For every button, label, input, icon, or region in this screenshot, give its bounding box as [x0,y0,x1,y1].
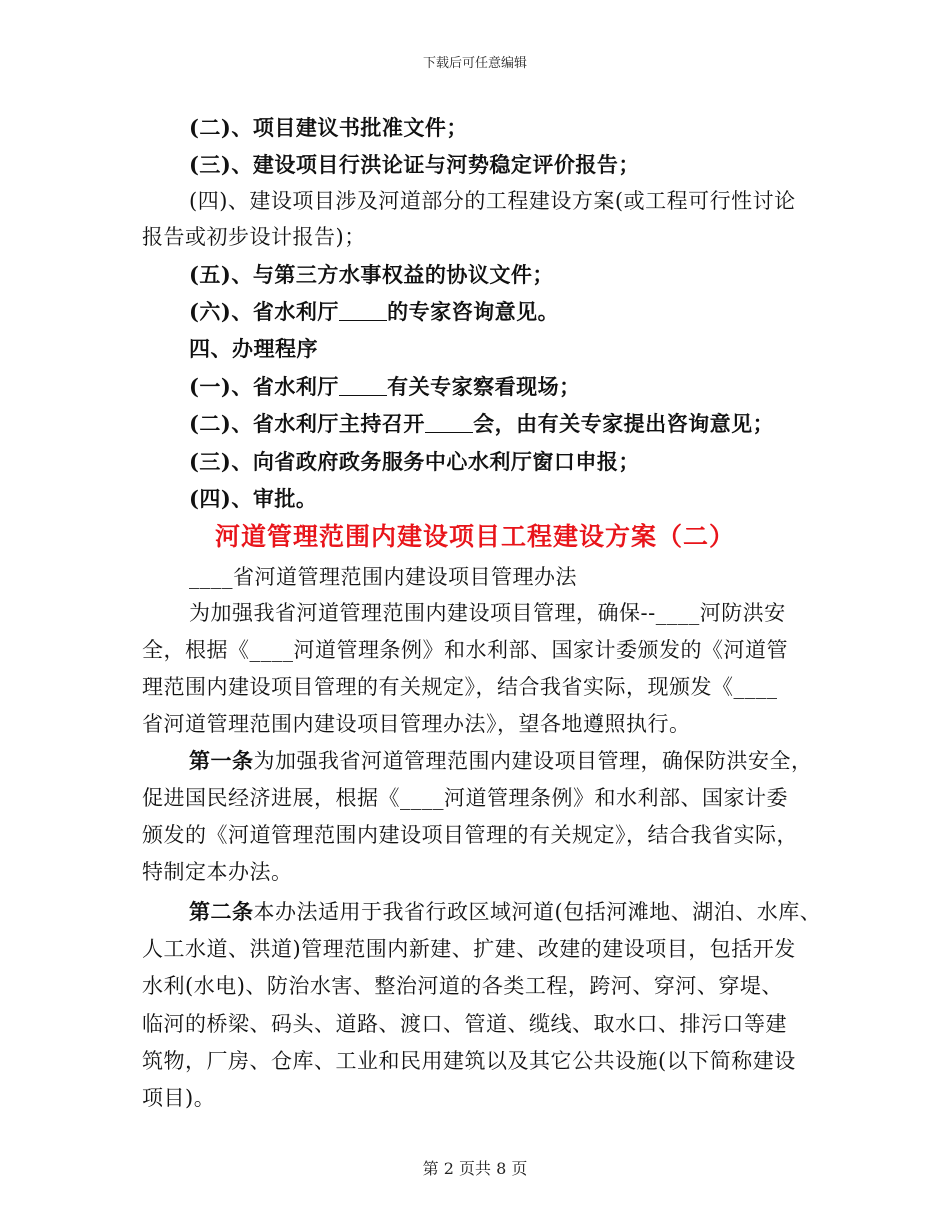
procedure-3: (三)、向省政府政务服务中心水利厅窗口申报； [189,449,640,474]
item-4-line-2: 报告或初步设计报告)； [142,225,366,249]
article-2-line-5: 筑物，厂房、仓库、工业和民用建筑以及其它公共设施(以下简称建设 [142,1049,796,1073]
article-2-line-2: 人工水道、洪道)管理范围内新建、扩建、改建的建设项目，包括开发 [142,937,796,961]
article-1-line-4: 特制定本办法。 [142,860,293,884]
article-1-line-1 [189,746,829,776]
procedure-2 [189,409,829,439]
article-2-label: 第二条 [189,899,254,924]
article-2-line-3: 水利(水电)、防治水害、整治河道的各类工程，跨河、穿河、穿堤、 [142,974,783,998]
item-2: (二)、项目建议书批准文件； [189,115,468,140]
section-4-heading: 四、办理程序 [189,336,318,361]
page-footer: 第 2 页共 8 页 [422,1159,528,1178]
fill-blank [339,300,387,321]
item-6 [189,297,829,327]
procedure-1-text-a: (一)、省水利厅 [189,374,339,399]
item-3: (三)、建设项目行洪论证与河势稳定评价报告； [189,152,640,177]
article-2-text: 本办法适用于我省行政区域河道(包括河滩地、湖泊、水库、 [253,900,822,924]
subtitle: ____省河道管理范围内建设项目管理办法 [189,565,577,589]
item-5: (五)、与第三方水事权益的协议文件； [189,262,554,287]
article-1-line-2: 促进国民经济进展，根据《____河道管理条例》和水利部、国家计委 [142,786,788,810]
article-2-line-4: 临河的桥梁、码头、道路、渡口、管道、缆线、取水口、排污口等建 [142,1012,787,1036]
procedure-4: (四)、审批。 [189,486,318,511]
intro-line-3: 理范围内建设项目管理的有关规定》，结合我省实际，现颁发《____ [142,675,778,699]
article-2-line-6: 项目)。 [142,1086,216,1110]
intro-line-1: 为加强我省河道管理范围内建设项目管理，确保--____河防洪安 [189,601,786,625]
procedure-2-text-a: (二)、省水利厅主持召开 [189,411,425,436]
fill-blank [339,375,387,396]
article-2-line-1 [189,897,829,927]
article-1-text: 为加强我省河道管理范围内建设项目管理，确保防洪安全， [253,749,813,773]
procedure-1 [189,372,829,402]
intro-line-2: 全，根据《____河道管理条例》和水利部、国家计委颁发的《河道管 [142,638,788,662]
item-6-text-a: (六)、省水利厅 [189,299,339,324]
procedure-1-text-b: 有关专家察看现场； [387,374,581,399]
page-header: 下载后可任意编辑 [422,56,527,71]
procedure-2-text-b: 会，由有关专家提出咨询意见； [473,411,775,436]
item-4-line-1: (四)、建设项目涉及河道部分的工程建设方案(或工程可行性讨论 [189,189,796,213]
article-1-line-3: 颁发的《河道管理范围内建设项目管理的有关规定》，结合我省实际， [142,823,798,847]
document-title: 河道管理范围内建设项目工程建设方案（二） [214,522,735,551]
item-6-text-b: 的专家咨询意见。 [387,299,560,324]
article-1-label: 第一条 [189,748,254,773]
fill-blank [425,412,473,433]
intro-line-4: 省河道管理范围内建设项目管理办法》，望各地遵照执行。 [142,712,691,736]
